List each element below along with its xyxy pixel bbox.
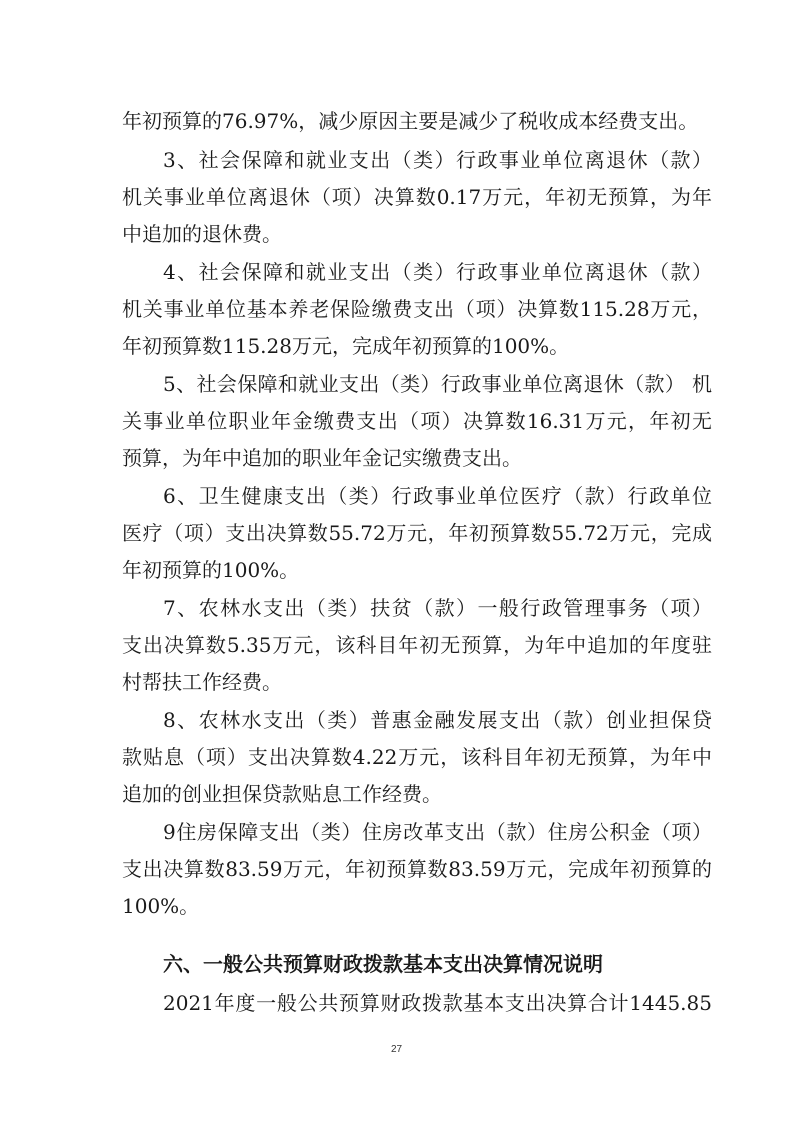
paragraph-line: 支出决算数83.59万元，年初预算数83.59万元，完成年初预算的 — [122, 857, 712, 881]
paragraph-line: 年初预算的76.97%，减少原因主要是减少了税收成本经费支出。 — [122, 109, 699, 133]
paragraph-line: 关事业单位职业年金缴费支出（项）决算数16.31万元，年初无 — [122, 409, 712, 433]
paragraph-line: 追加的创业担保贷款贴息工作经费。 — [122, 782, 442, 806]
paragraph-line: 6、卫生健康支出（类）行政事业单位医疗（款）行政单位 — [163, 484, 712, 508]
paragraph-line: 3、社会保障和就业支出（类）行政事业单位离退休（款） — [163, 148, 712, 172]
paragraph-line: 4、社会保障和就业支出（类）行政事业单位离退休（款） — [163, 260, 712, 284]
page-number: 27 — [390, 1044, 403, 1055]
paragraph-line: 8、农林水支出（类）普惠金融发展支出（款）创业担保贷 — [163, 708, 712, 732]
paragraph-line: 款贴息（项）支出决算数4.22万元，该科目年初无预算，为年中 — [122, 745, 712, 769]
paragraph-line: 村帮扶工作经费。 — [122, 670, 282, 694]
paragraph-line: 7、农林水支出（类）扶贫（款）一般行政管理事务（项） — [163, 596, 712, 620]
paragraph-line: 100%。 — [122, 894, 200, 918]
paragraph-line: 2021年度一般公共预算财政拨款基本支出决算合计1445.85 — [163, 991, 712, 1015]
paragraph-line: 预算，为年中追加的职业年金记实缴费支出。 — [122, 446, 522, 470]
paragraph-line: 9住房保障支出（类）住房改革支出（款）住房公积金（项） — [163, 820, 712, 844]
paragraph-line: 中追加的退休费。 — [122, 222, 282, 246]
paragraph-line: 机关事业单位离退休（项）决算数0.17万元，年初无预算，为年 — [122, 185, 712, 209]
paragraph-line: 支出决算数5.35万元，该科目年初无预算，为年中追加的年度驻 — [122, 633, 712, 657]
paragraph-line: 年初预算数115.28万元，完成年初预算的100%。 — [122, 334, 570, 358]
paragraph-line: 年初预算的100%。 — [122, 558, 300, 582]
paragraph-line: 机关事业单位基本养老保险缴费支出（项）决算数115.28万元， — [122, 297, 712, 321]
paragraph-line: 5、社会保障和就业支出（类）行政事业单位离退休（款） 机 — [163, 372, 712, 396]
section-heading: 六、一般公共预算财政拨款基本支出决算情况说明 — [163, 952, 603, 976]
paragraph-line: 医疗（项）支出决算数55.72万元，年初预算数55.72万元，完成 — [122, 521, 712, 545]
